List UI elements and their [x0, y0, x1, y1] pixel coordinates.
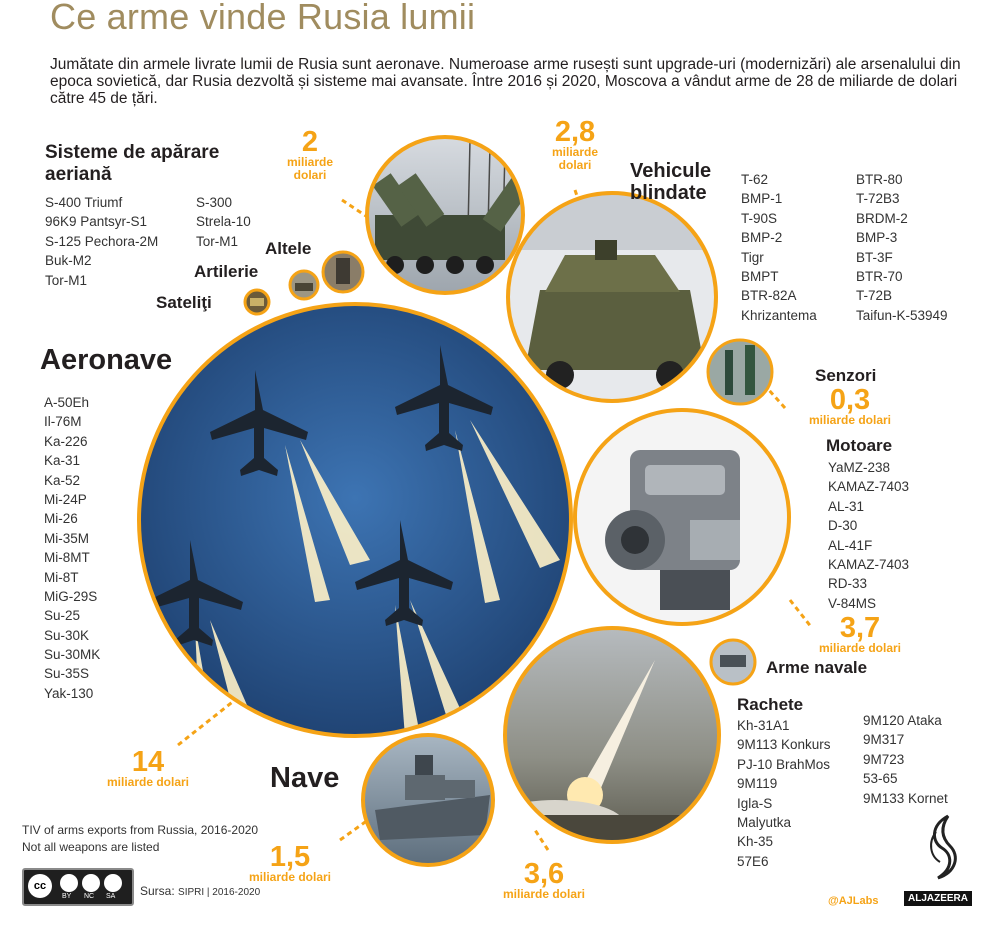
aircraft-value: [88, 748, 208, 789]
artillery-label: Artilerie: [194, 262, 259, 281]
list-item: Su-35S: [44, 666, 90, 682]
list-item: Yak-130: [44, 685, 94, 701]
value-unit: miliarde dolari: [502, 887, 586, 901]
list-item: 96K9 Pantsyr-S1: [45, 214, 148, 230]
list-item: 9M119: [737, 776, 778, 792]
sensor-photo: [708, 340, 772, 404]
list-item: 9M120 Ataka: [863, 713, 942, 728]
armored-list-col1: [741, 170, 817, 325]
list-item: S-125 Pechora-2M: [45, 233, 159, 249]
value-unit: miliarde dolari: [106, 775, 190, 789]
list-item: Su-30K: [44, 627, 90, 643]
list-item: BTR-82A: [741, 288, 797, 304]
value-number: 14: [131, 746, 165, 778]
value-number: 2: [301, 126, 319, 158]
list-item: Mi-35M: [44, 530, 90, 546]
list-item: RD-33: [828, 576, 868, 592]
value-number: 3,6: [523, 858, 565, 890]
list-item: Malyutka: [737, 814, 792, 830]
armored-list-col2: [856, 170, 948, 325]
artillery-photo: [290, 271, 318, 299]
source-value: SIPRI | 2016-2020: [178, 887, 261, 898]
list-item: Tigr: [741, 249, 764, 265]
engines-value: [800, 614, 920, 655]
list-item: 9M723: [863, 751, 905, 767]
others-photo: [323, 252, 363, 292]
value-unit: miliarde dolari: [286, 155, 334, 182]
engines-heading: Motoare: [826, 436, 893, 455]
air-defense-value: [278, 128, 342, 182]
list-item: 9M113 Konkurs: [737, 737, 831, 753]
cc-icon: cc: [28, 874, 52, 898]
nc-icon: [82, 874, 100, 892]
value-number: 3,7: [839, 612, 881, 644]
air-defense-list-col2: [196, 193, 251, 251]
list-item: MiG-29S: [44, 588, 98, 604]
list-item: Ka-52: [44, 472, 81, 488]
list-item: KAMAZ-7403: [828, 479, 910, 495]
list-item: 53-65: [863, 771, 898, 787]
naval-weapons-label: Arme navale: [766, 658, 868, 677]
aljazeera-brand: ALJAZEERA: [904, 891, 972, 906]
list-item: BMP-1: [741, 191, 783, 207]
list-item: BMP-2: [741, 230, 783, 246]
list-item: Taifun-K-53949: [856, 307, 948, 323]
missiles-value: [480, 860, 608, 901]
list-item: Tor-M1: [196, 233, 239, 249]
footnote: [22, 822, 258, 856]
sensors-label: Senzori: [815, 366, 877, 385]
list-item: Ka-31: [44, 453, 81, 469]
sa-label: SA: [106, 893, 116, 900]
aj-labs-handle: @AJLabs: [828, 895, 879, 907]
list-item: 57E6: [737, 853, 769, 869]
list-item: AL-31: [828, 498, 865, 514]
list-item: Buk-M2: [45, 253, 92, 269]
naval-weapon-photo: [711, 640, 755, 684]
list-item: Mi-24P: [44, 491, 87, 507]
list-item: T-72B3: [856, 191, 900, 207]
list-item: BTR-80: [856, 172, 903, 187]
list-item: YaMZ-238: [828, 460, 891, 475]
list-item: Khrizantema: [741, 307, 817, 323]
list-item: A-50Eh: [44, 395, 90, 410]
list-item: Mi-8MT: [44, 550, 90, 566]
list-item: BMP-3: [856, 230, 898, 246]
satellite-photo: [245, 290, 269, 314]
air-defense-photo: [360, 130, 530, 300]
armored-value: [540, 118, 610, 172]
footnote-line: TIV of arms exports from Russia, 2016-2020: [22, 823, 259, 837]
aircraft-list: [44, 393, 100, 703]
list-item: T-90S: [741, 210, 778, 226]
sensors-value: [790, 386, 910, 427]
ships-heading: Nave: [270, 762, 340, 794]
footnote-line: Not all weapons are listed: [22, 840, 160, 854]
list-item: BT-3F: [856, 249, 893, 265]
list-item: BMPT: [741, 268, 779, 284]
engines-list: [828, 458, 909, 613]
page-title: Ce arme vinde Rusia lumii: [50, 0, 476, 37]
list-item: BTR-70: [856, 268, 903, 284]
aircraft-photo: [130, 300, 580, 740]
air-defense-list-col1: [45, 193, 158, 290]
by-icon: [60, 874, 78, 892]
intro-text: Jumătate din armele livrate lumii de Rusia sunt aeronave. Numeroase arme rusești sunt upgrade-uri (modernizări) ale arsenalului din epoca sovietică, dar Rusia dezvoltă și sisteme mai avansate. Între 2016 și 2020, Moscova a vândut arme de 28 de miliarde de dolari către 45 de țări.: [50, 56, 961, 107]
list-item: Mi-8T: [44, 569, 79, 585]
list-item: T-72B: [856, 288, 893, 304]
list-item: Mi-26: [44, 511, 78, 527]
list-item: T-62: [741, 172, 769, 187]
missiles-list-col1: [737, 716, 831, 871]
list-item: Ka-226: [44, 433, 88, 449]
source: [140, 884, 260, 898]
list-item: Kh-35: [737, 834, 774, 850]
source-label: Sursa:: [140, 884, 175, 898]
others-label: Altele: [265, 239, 312, 258]
list-item: D-30: [828, 518, 858, 534]
aljazeera-logo-icon: [918, 812, 968, 882]
list-item: AL-41F: [828, 537, 873, 553]
value-number: 2,8: [554, 116, 596, 148]
list-item: 9M317: [863, 732, 905, 748]
list-item: Strela-10: [196, 214, 251, 230]
air-defense-heading: Sisteme de apărare aeriană: [45, 142, 220, 185]
by-label: BY: [62, 893, 72, 900]
aircraft-heading: Aeronave: [40, 344, 173, 376]
list-item: PJ-10 BrahMos: [737, 756, 831, 772]
list-item: S-300: [196, 195, 233, 210]
armored-heading: Vehicule blindate: [630, 160, 712, 204]
value-unit: miliarde dolari: [551, 145, 599, 172]
list-item: Kh-31A1: [737, 718, 790, 733]
list-item: Su-25: [44, 608, 81, 624]
value-unit: miliarde dolari: [818, 641, 902, 655]
license-badge: [22, 868, 134, 906]
missiles-list-col2: [863, 711, 948, 808]
missiles-heading: Rachete: [737, 695, 804, 714]
sa-icon: [104, 874, 122, 892]
value-number: 0,3: [829, 384, 871, 416]
value-unit: miliarde dolari: [248, 870, 332, 884]
list-item: Tor-M1: [45, 272, 88, 288]
list-item: Su-30MK: [44, 647, 101, 663]
list-item: Igla-S: [737, 795, 773, 811]
value-number: 1,5: [269, 841, 311, 873]
list-item: S-400 Triumf: [45, 195, 123, 210]
list-item: KAMAZ-7403: [828, 556, 910, 572]
list-item: Il-76M: [44, 414, 82, 430]
list-item: 9M133 Kornet: [863, 790, 948, 806]
satellites-label: Sateliţi: [156, 293, 212, 312]
list-item: V-84MS: [828, 595, 877, 611]
value-unit: miliarde dolari: [808, 413, 892, 427]
nc-label: NC: [84, 893, 95, 900]
list-item: BRDM-2: [856, 210, 908, 226]
